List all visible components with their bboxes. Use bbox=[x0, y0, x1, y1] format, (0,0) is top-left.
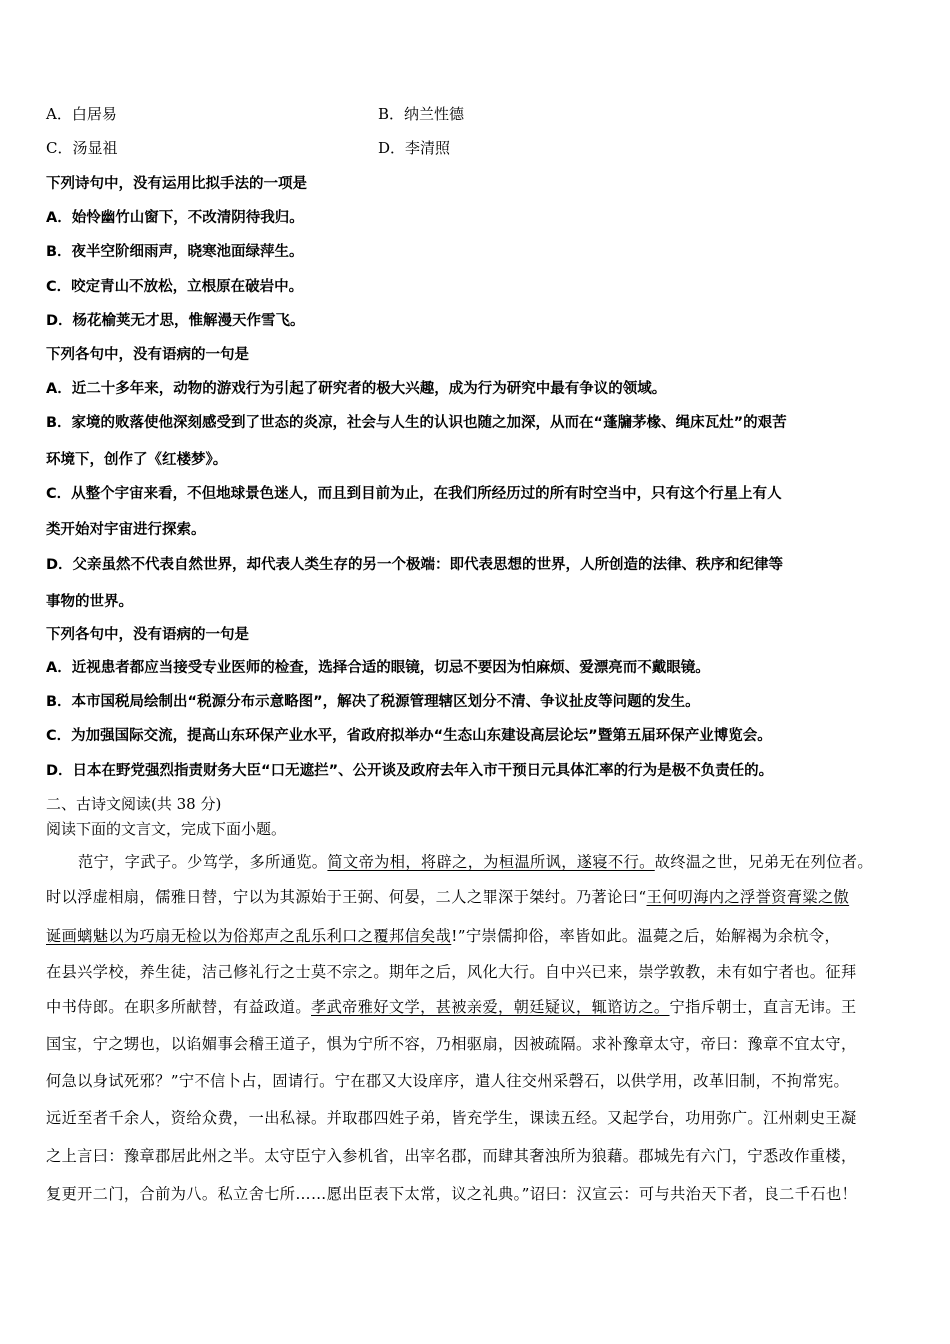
prev-option-a: A．白居易 bbox=[46, 105, 117, 123]
q2-option-b-line2: 环境下，创作了《红楼梦》。 bbox=[46, 452, 228, 468]
q3-option-c: C．为加强国际交流，提高山东环保产业水平，省政府拟举办“生态山东建设高层论坛”暨第五届环保产业博览会。 bbox=[46, 728, 772, 744]
q2-option-c-line2: 类开始对宇宙进行探索。 bbox=[46, 522, 206, 538]
section-title: 二、古诗文阅读(共 38 分) bbox=[46, 795, 222, 813]
q2-option-b-line1: B．家境的败落使他深刻感受到了世态的炎凉，社会与人生的认识也随之加深，从而在“蓬牖茅椽、绳床瓦灶”的艰苦 bbox=[46, 415, 787, 431]
passage-line-4: 在县兴学校，养生徒，洁己修礼行之士莫不宗之。期年之后，风化大行。自中兴已来，崇学敦教，未有如宁者也。征拜 bbox=[46, 963, 857, 981]
passage-line-7: 何急以身试死邪？”宁不信卜占，固请行。宁在郡又大设庠序，遣人往交州采磬石，以供学用，改革旧制，不拘常宪。 bbox=[46, 1072, 850, 1090]
q3-option-a: A．近视患者都应当接受专业医师的检查，选择合适的眼镜，切忌不要因为怕麻烦、爱漂亮而不戴眼镜。 bbox=[46, 660, 710, 676]
prev-option-d: D．李清照 bbox=[378, 139, 451, 157]
passage-line-5: 中书侍郎。在职多所献替，有益政道。孝武帝雅好文学，甚被亲爱，朝廷疑议，辄谘访之。宁指斥朝士，直言无讳。王 bbox=[46, 998, 857, 1016]
q3-option-b: B．本市国税局绘制出“税源分布示意略图”，解决了税源管理辖区划分不清、争议扯皮等问题的发生。 bbox=[46, 694, 700, 710]
q2-stem: 下列各句中，没有语病的一句是 bbox=[46, 347, 249, 363]
prev-option-b: B．纳兰性德 bbox=[378, 105, 465, 123]
underlined-sentence-2-start: 王何叨海内之浮誉资膏粱之傲 bbox=[646, 888, 850, 906]
q2-option-a: A．近二十多年来，动物的游戏行为引起了研究者的极大兴趣，成为行为研究中最有争议的领域。 bbox=[46, 381, 667, 397]
q1-option-c: C．咬定青山不放松，立根原在破岩中。 bbox=[46, 279, 304, 295]
q1-stem: 下列诗句中，没有运用比拟手法的一项是 bbox=[46, 176, 307, 192]
q1-option-b: B．夜半空阶细雨声，晓寒池面绿萍生。 bbox=[46, 244, 304, 260]
passage-line-2: 时以浮虚相扇，儒雅日替，宁以为其源始于王弼、何晏，二人之罪深于桀纣。乃著论曰“王何叨海内之浮誉资膏粱之傲 bbox=[46, 888, 850, 906]
underlined-sentence-3: 孝武帝雅好文学，甚被亲爱，朝廷疑议，辄谘访之。 bbox=[311, 998, 670, 1016]
q1-option-a: A．始怜幽竹山窗下，不改清阴待我归。 bbox=[46, 210, 304, 226]
prev-option-c: C．汤显祖 bbox=[46, 139, 118, 157]
q3-option-d: D．日本在野党强烈指责财务大臣“口无遮拦”、公开谈及政府去年入市干预日元具体汇率的行为是极不负责任的。 bbox=[46, 763, 774, 779]
q1-option-d: D．杨花榆荚无才思，惟解漫天作雪飞。 bbox=[46, 313, 305, 329]
q3-stem: 下列各句中，没有语病的一句是 bbox=[46, 627, 249, 643]
passage-line-3: 诞画螭魅以为巧扇无检以为俗郑声之乱乐利口之覆邦信矣哉!”宁崇儒抑俗，率皆如此。温薨之后，始解褐为余杭令， bbox=[46, 927, 841, 945]
passage-line-6: 国宝，宁之甥也，以谄媚事会稽王道子，惧为宁所不容，乃相驱扇，因被疏隔。求补豫章太守，帝曰：豫章不宜太守， bbox=[46, 1035, 857, 1053]
section-instruction: 阅读下面的文言文，完成下面小题。 bbox=[46, 820, 287, 838]
underlined-sentence-2-end: 诞画螭魅以为巧扇无检以为俗郑声之乱乐利口之覆邦信矣哉 bbox=[46, 927, 452, 945]
passage-line-10: 复更开二门，合前为八。私立舍七所……愿出臣表下太常，议之礼典。”诏曰：汉宣云：可与共治天下者，良二千石也！ bbox=[46, 1185, 858, 1203]
q2-option-c-line1: C．从整个宇宙来看，不但地球景色迷人，而且到目前为止，在我们所经历过的所有时空当中，只有这个行星上有人 bbox=[46, 486, 782, 502]
passage-line-9: 之上言曰：豫章郡居此州之半。太守臣宁入参机省，出宰名郡，而肆其奢浊所为狼藉。郡城先有六门，宁悉改作重楼， bbox=[46, 1147, 857, 1165]
q2-option-d-line1: D．父亲虽然不代表自然世界，却代表人类生存的另一个极端：即代表思想的世界，人所创造的法律、秩序和纪律等 bbox=[46, 557, 784, 573]
passage-line-1: 范宁，字武子。少笃学，多所通览。简文帝为相，将辟之，为桓温所讽，遂寝不行。故终温之世，兄弟无在列位者。 bbox=[78, 853, 873, 871]
passage-line-8: 远近至者千余人，资给众费，一出私禄。并取郡四姓子弟，皆充学生，课读五经。又起学台，功用弥广。江州刺史王凝 bbox=[46, 1109, 857, 1127]
q2-option-d-line2: 事物的世界。 bbox=[46, 594, 133, 610]
underlined-sentence-1: 简文帝为相，将辟之，为桓温所讽，遂寝不行。 bbox=[327, 853, 655, 871]
